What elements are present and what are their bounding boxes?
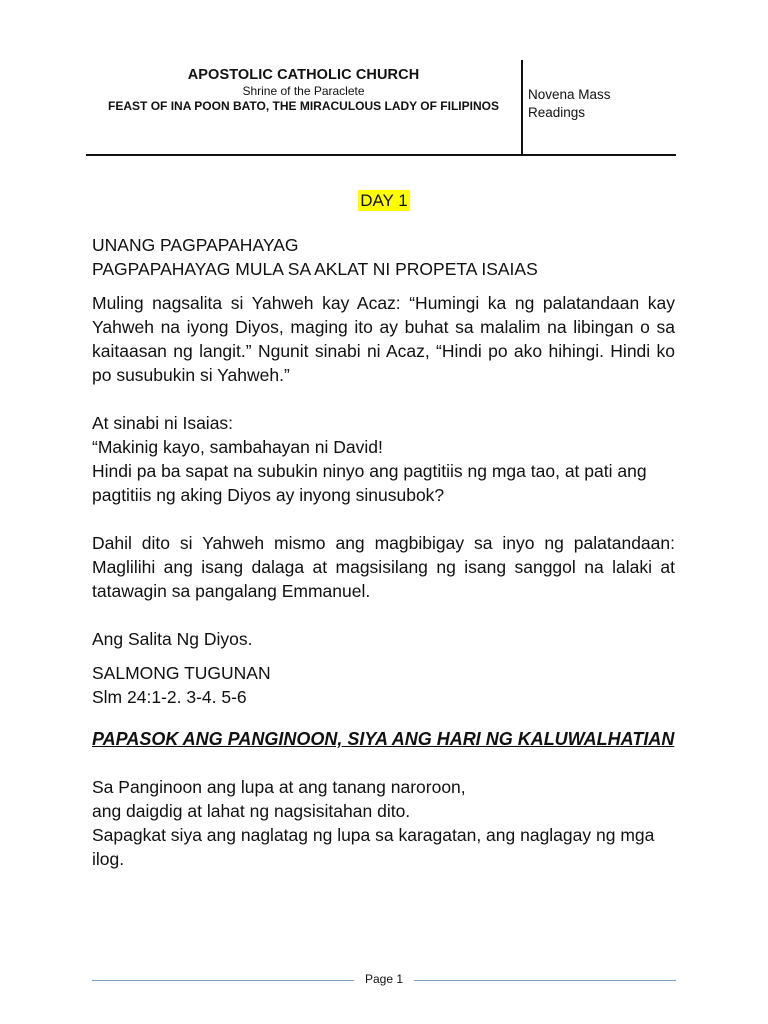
header-title-block <box>86 60 523 154</box>
reading-line-2: “Makinig kayo, sambahayan ni David! <box>92 437 383 457</box>
day-label-container <box>0 191 768 211</box>
reading-paragraph-3: Dahil dito si Yahweh mismo ang magbibigay sa inyo ng palatandaan: Maglilihi ang isang dalaga at magsisilang ng isang sanggol na lalaki at tatawagin sa pangalang Emmanuel. <box>92 533 675 601</box>
psalm-title: SALMONG TUGUNAN <box>92 663 271 683</box>
day-label: DAY 1 <box>360 191 408 210</box>
first-reading-title: UNANG PAGPAPAHAYAG <box>92 235 299 255</box>
feast-title: FEAST OF INA POON BATO, THE MIRACULOUS LADY OF FILIPINOS <box>108 99 499 113</box>
page-footer <box>92 971 676 991</box>
page-number: Page 1 <box>364 972 404 986</box>
church-name: APOSTOLIC CATHOLIC CHURCH <box>187 67 420 83</box>
psalm-verse-line: Sapagkat siya ang naglatag ng lupa sa karagatan, ang naglagay ng mga ilog. <box>92 825 655 869</box>
reading-line-1: At sinabi ni Isaias: <box>92 413 234 433</box>
psalm-verse-line: ang daigdig at lahat ng nagsisitahan dito. <box>92 801 411 821</box>
psalm-response: PAPASOK ANG PANGINOON, SIYA ANG HARI NG KALUWALHATIAN <box>92 729 675 749</box>
header-right-label: Novena Mass Readings <box>528 87 611 120</box>
reading-closing: Ang Salita Ng Diyos. <box>92 629 253 649</box>
footer-rule-left <box>92 980 354 981</box>
reading-paragraph-1: Muling nagsalita si Yahweh kay Acaz: “Humingi ka ng palatandaan kay Yahweh na iyong Diyos, maging ito ay buhat sa malalim na libingan o sa kaitaasan ng langit.” Ngunit sinabi ni Acaz, “Hindi po ako hihingi. Hindi ko po susubukin si Yahweh.” <box>92 293 675 385</box>
psalm-verse-line: Sa Panginoon ang lupa at ang tanang naroroon, <box>92 777 466 797</box>
shrine-name: Shrine of the Paraclete <box>242 84 365 98</box>
reading-content <box>92 233 675 871</box>
document-header <box>86 60 676 156</box>
footer-rule-right <box>414 980 676 981</box>
psalm-reference: Slm 24:1-2. 3-4. 5-6 <box>92 687 247 707</box>
reading-line-3: Hindi pa ba sapat na subukin ninyo ang pagtitiis ng mga tao, at pati ang pagtitiis ng aking Diyos ay inyong sinusubok? <box>92 461 647 505</box>
first-reading-subtitle: PAGPAPAHAYAG MULA SA AKLAT NI PROPETA ISAIAS <box>92 259 538 279</box>
